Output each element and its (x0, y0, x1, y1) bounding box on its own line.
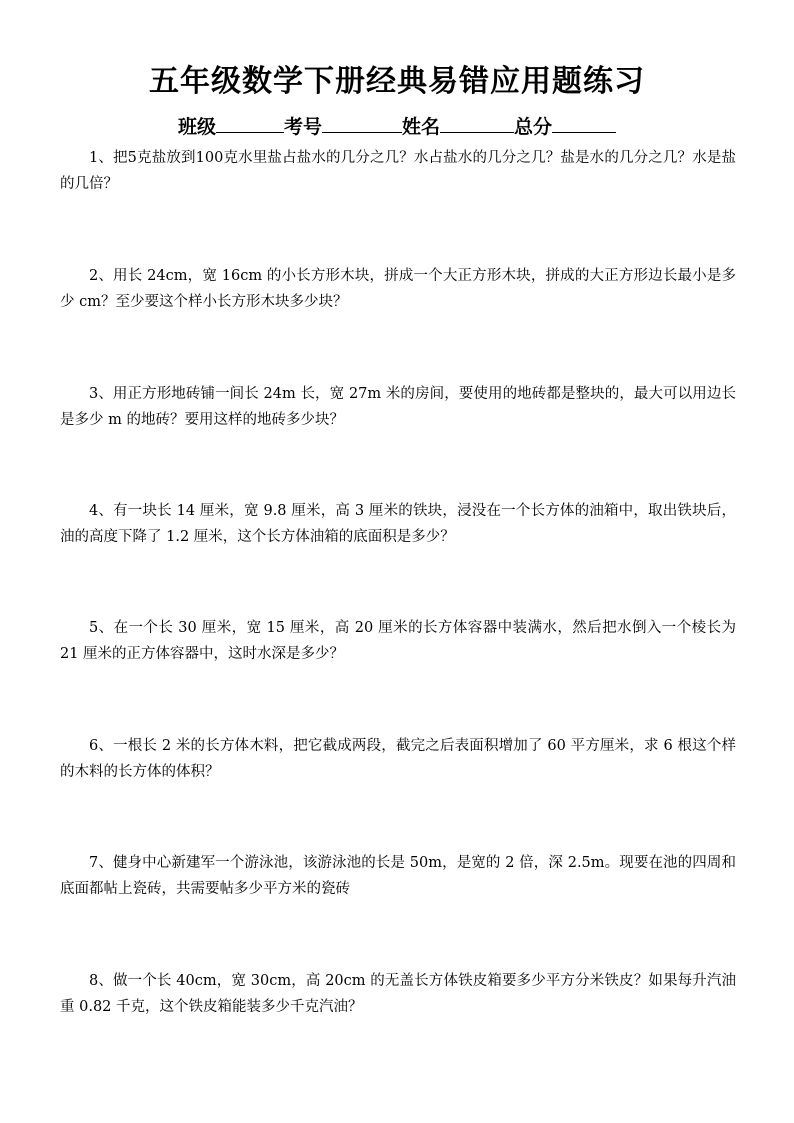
question-2: 2、用长 24cm，宽 16cm 的小长方形木块，拼成一个大正方形木块，拼成的大正方形边长最小是多少 cm？至少要这个样小长方形木块多少块？ (60, 268, 736, 310)
question-4: 4、有一块长 14 厘米，宽 9.8 厘米，高 3 厘米的铁块，浸没在一个长方体的油箱中，取出铁块后，油的高度下降了 1.2 厘米，这个长方体油箱的底面积是多少？ (60, 503, 736, 545)
worksheet-title: 五年级数学下册经典易错应用题练习 (149, 64, 645, 99)
exam-number-blank[interactable] (322, 114, 402, 133)
student-info-line (0, 114, 794, 140)
name-blank[interactable] (440, 114, 514, 133)
question-6: 6、一根长 2 米的长方体木料，把它截成两段，截完之后表面积增加了 60 平方厘米，求 6 根这个样的木料的长方体的体积？ (60, 738, 736, 780)
question-1: 1、把5克盐放到100克水里盐占盐水的几分之几？水占盐水的几分之几？盐是水的几分之几？水是盐的几倍？ (60, 150, 736, 192)
class-blank[interactable] (216, 114, 284, 133)
name-label: 姓名 (402, 116, 441, 138)
name-field (402, 114, 514, 140)
score-blank[interactable] (552, 114, 616, 133)
question-8: 8、做一个长 40cm，宽 30cm，高 20cm 的无盖长方体铁皮箱要多少平方分米铁皮？如果每升汽油重 0.82 千克，这个铁皮箱能装多少千克汽油？ (60, 973, 736, 1015)
class-field (178, 114, 284, 140)
question-3: 3、用正方形地砖铺一间长 24m 长，宽 27m 米的房间，要使用的地砖都是整块的，最大可以用边长是多少 m 的地砖？要用这样的地砖多少块？ (60, 386, 736, 428)
question-5: 5、在一个长 30 厘米，宽 15 厘米，高 20 厘米的长方体容器中装满水，然后把水倒入一个棱长为 21 厘米的正方体容器中，这时水深是多少？ (60, 620, 736, 662)
question-7: 7、健身中心新建军一个游泳池，该游泳池的长是 50m，是宽的 2 倍，深 2.5m。现要在池的四周和底面都帖上瓷砖，共需要帖多少平方米的瓷砖 (60, 855, 736, 897)
score-label: 总分 (514, 116, 553, 138)
class-label: 班级 (177, 116, 216, 138)
exam-number-label: 考号 (283, 116, 322, 138)
exam-number-field (284, 114, 402, 140)
score-field (514, 114, 616, 140)
